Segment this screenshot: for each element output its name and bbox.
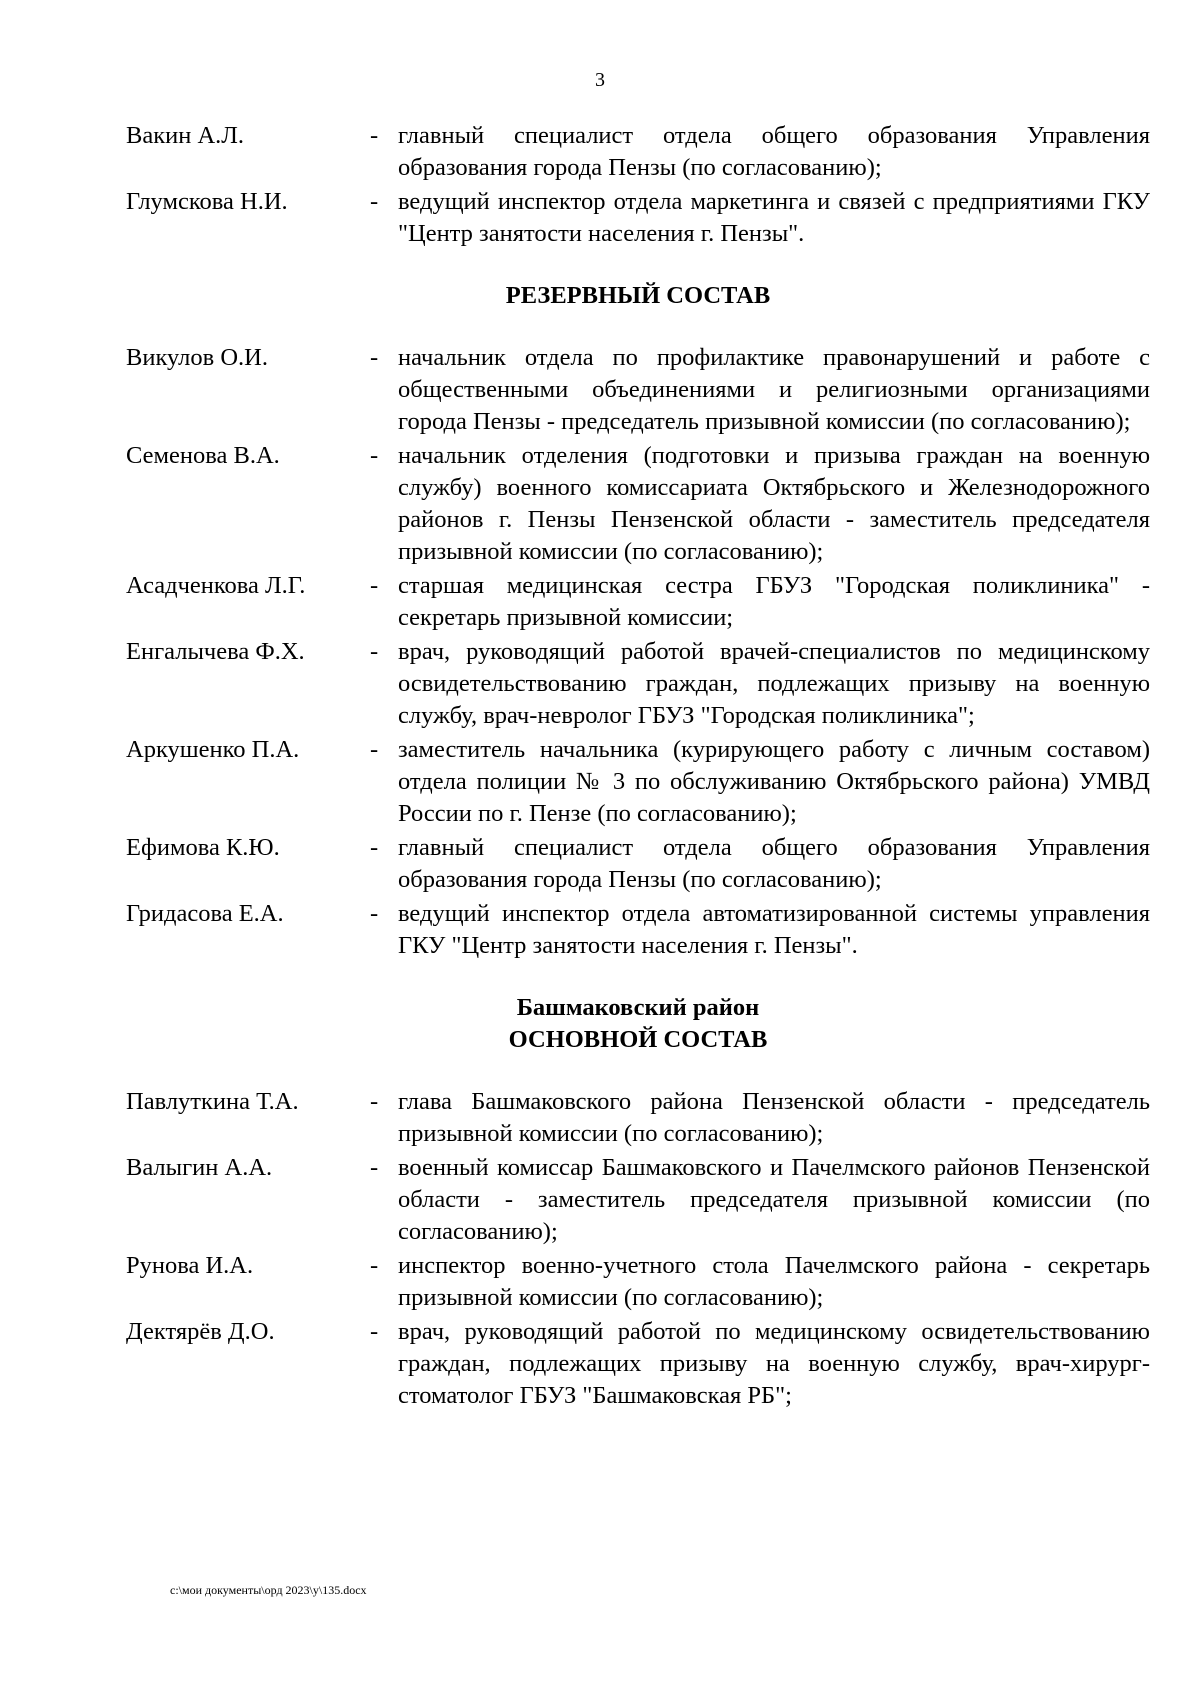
member-entry	[126, 636, 1150, 732]
member-position: глава Башмаковского района Пензенской области - председатель призывной комиссии (по согласованию);	[398, 1088, 1150, 1147]
member-name: Павлуткина Т.А.	[126, 1088, 299, 1115]
entry-dash: -	[370, 736, 379, 763]
member-position: ведущий инспектор отдела автоматизированной системы управления ГКУ "Центр занятости населения г. Пензы".	[398, 900, 1150, 959]
entry-dash: -	[370, 122, 379, 149]
member-name: Семенова В.А.	[126, 442, 280, 469]
document-content	[126, 120, 1150, 1414]
member-entry	[126, 832, 1150, 896]
entry-dash: -	[370, 1154, 379, 1181]
member-position: начальник отделения (подготовки и призыва граждан на военную службу) военного комиссариата Октябрьского и Железнодорожного районов г. Пензы Пензенской области - заместитель председателя призывной комиссии (по согласованию);	[398, 442, 1150, 565]
member-name: Глумскова Н.И.	[126, 188, 288, 215]
member-position: инспектор военно-учетного стола Пачелмского района - секретарь призывной комиссии (по согласованию);	[398, 1252, 1150, 1311]
member-name: Ефимова К.Ю.	[126, 834, 280, 861]
member-name: Гридасова Е.А.	[126, 900, 284, 927]
member-position: главный специалист отдела общего образования Управления образования города Пензы (по согласованию);	[398, 122, 1150, 181]
member-position: ведущий инспектор отдела маркетинга и связей с предприятиями ГКУ "Центр занятости населения г. Пензы".	[398, 188, 1150, 247]
entry-dash: -	[370, 572, 379, 599]
entry-dash: -	[370, 1318, 379, 1345]
section-bashmakovo-list	[126, 1086, 1150, 1412]
footer-file-path: c:\мои документы\орд 2023\у\135.docx	[170, 1583, 367, 1597]
entry-dash: -	[370, 442, 379, 469]
member-entry	[126, 342, 1150, 438]
section-continued-list	[126, 120, 1150, 250]
member-entry	[126, 1152, 1150, 1248]
entry-dash: -	[370, 344, 379, 371]
member-entry	[126, 186, 1150, 250]
member-entry	[126, 1316, 1150, 1412]
member-entry	[126, 898, 1150, 962]
member-entry	[126, 440, 1150, 568]
member-name: Викулов О.И.	[126, 344, 268, 371]
member-name: Енгалычева Ф.Х.	[126, 638, 305, 665]
member-name: Асадченкова Л.Г.	[126, 572, 306, 599]
member-entry	[126, 570, 1150, 634]
member-name: Дектярёв Д.О.	[126, 1318, 275, 1345]
member-position: заместитель начальника (курирующего работу с личным составом) отдела полиции № 3 по обслуживанию Октябрьского района) УМВД России по г. Пензе (по согласованию);	[398, 736, 1150, 827]
entry-dash: -	[370, 638, 379, 665]
district-heading: Башмаковский район	[516, 994, 760, 1021]
entry-dash: -	[370, 1088, 379, 1115]
entry-dash: -	[370, 1252, 379, 1279]
member-entry	[126, 1250, 1150, 1314]
member-position: врач, руководящий работой по медицинскому освидетельствованию граждан, подлежащих призыву на военную службу, врач-хирург-стоматолог ГБУЗ "Башмаковская РБ";	[398, 1318, 1150, 1409]
member-position: главный специалист отдела общего образования Управления образования города Пензы (по согласованию);	[398, 834, 1150, 893]
entry-dash: -	[370, 900, 379, 927]
member-name: Аркушенко П.А.	[126, 736, 300, 763]
member-entry	[126, 1086, 1150, 1150]
entry-dash: -	[370, 188, 379, 215]
member-entry	[126, 734, 1150, 830]
section-heading-reserve: РЕЗЕРВНЫЙ СОСТАВ	[505, 282, 771, 309]
member-entry	[126, 120, 1150, 184]
member-position: начальник отдела по профилактике правонарушений и работе с общественными объединениями и религиозными организациями города Пензы - председатель призывной комиссии (по согласованию);	[398, 344, 1150, 435]
member-position: военный комиссар Башмаковского и Пачелмского районов Пензенской области - заместитель председателя призывной комиссии (по согласованию);	[398, 1154, 1150, 1245]
section-heading-block-bashmakovo	[126, 992, 1150, 1056]
member-name: Вакин А.Л.	[126, 122, 245, 149]
section-heading-main: ОСНОВНОЙ СОСТАВ	[508, 1026, 768, 1053]
member-name: Рунова И.А.	[126, 1252, 254, 1279]
page-number: 3	[595, 69, 605, 91]
section-reserve-list	[126, 342, 1150, 962]
entry-dash: -	[370, 834, 379, 861]
member-position: врач, руководящий работой врачей-специалистов по медицинскому освидетельствованию граждан, подлежащих призыву на военную службу, врач-невролог ГБУЗ "Городская поликлиника";	[398, 638, 1150, 729]
member-position: старшая медицинская сестра ГБУЗ "Городская поликлиника" - секретарь призывной комиссии;	[398, 572, 1150, 631]
member-name: Валыгин А.А.	[126, 1154, 273, 1181]
